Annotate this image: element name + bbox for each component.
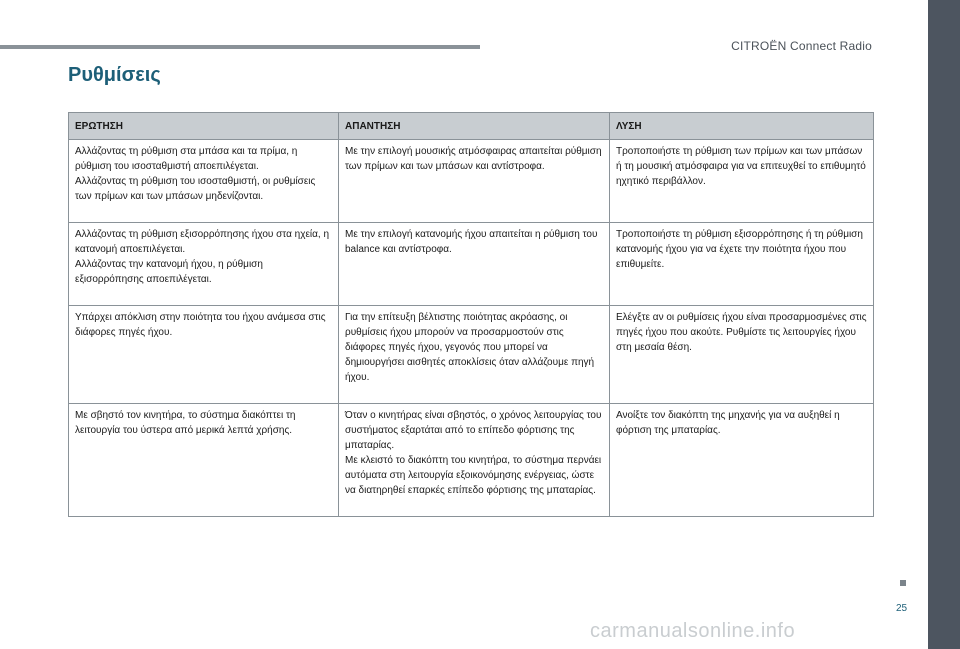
faq-table — [68, 112, 874, 517]
question-cell — [69, 140, 339, 223]
cell-text: Αλλάζοντας τη ρύθμιση του ισοσταθμιστή, οι ρυθμίσεις των πρίμων και των μπάσων μηδενίζονται. — [75, 176, 316, 202]
cell-text: Τροποποιήστε τη ρύθμιση εξισορρόπησης ή τη ρύθμιση κατανομής ήχου για να έχετε την ποιότητα ήχου που επιθυμείτε. — [616, 229, 863, 270]
question-cell — [69, 306, 339, 404]
table-row — [69, 223, 874, 306]
question-cell — [69, 404, 339, 517]
watermark: carmanualsonline.info — [590, 620, 796, 642]
header-question: ΕΡΩΤΗΣΗ — [69, 113, 339, 140]
table-header-row — [69, 113, 874, 140]
page-number: 25 — [896, 603, 908, 614]
solution-cell — [610, 306, 874, 404]
cell-text: Υπάρχει απόκλιση στην ποιότητα του ήχου ανάμεσα στις διάφορες πηγές ήχου. — [75, 312, 326, 338]
header-solution: ΛΥΣΗ — [610, 113, 874, 140]
question-cell — [69, 223, 339, 306]
solution-cell — [610, 404, 874, 517]
side-bar — [928, 0, 960, 649]
cell-text: Αλλάζοντας την κατανομή ήχου, η ρύθμιση εξισορρόπησης αποεπιλέγεται. — [75, 259, 263, 285]
page-bullet — [900, 580, 906, 586]
solution-cell — [610, 223, 874, 306]
cell-text: Όταν ο κινητήρας είναι σβηστός, ο χρόνος λειτουργίας του συστήματος εξαρτάται από το επίπεδο φόρτισης της μπαταρίας. — [345, 410, 602, 451]
cell-text: Με την επιλογή κατανομής ήχου απαιτείται η ρύθμιση του balance και αντίστροφα. — [345, 229, 598, 255]
table-row — [69, 404, 874, 517]
cell-text: Με κλειστό το διακόπτη του κινητήρα, το σύστημα περνάει αυτόματα στη λειτουργία εξοικονόμησης ενέργειας, ώστε να διατηρηθεί επαρκές επίπεδο φόρτισης της μπαταρίας. — [345, 455, 602, 496]
cell-text: Ανοίξτε τον διακόπτη της μηχανής για να αυξηθεί η φόρτιση της μπαταρίας. — [616, 410, 840, 436]
header-rule — [0, 45, 480, 49]
answer-cell — [339, 223, 610, 306]
table-row — [69, 140, 874, 223]
cell-text: Ελέγξτε αν οι ρυθμίσεις ήχου είναι προσαρμοσμένες στις πηγές ήχου που ακούτε. Ρυθμίστε τις λειτουργίες ήχου στη μεσαία θέση. — [616, 312, 867, 353]
cell-text: Με την επιλογή μουσικής ατμόσφαιρας απαιτείται ρύθμιση των πρίμων και των μπάσων και αντίστροφα. — [345, 146, 602, 172]
solution-cell — [610, 140, 874, 223]
cell-text: Για την επίτευξη βέλτιστης ποιότητας ακρόασης, οι ρυθμίσεις ήχου μπορούν να προσαρμοστούν στις διάφορες πηγές ήχου, γεγονός που μπορεί να δημιουργήσει αισθητές αποκλίσεις όταν αλλάζουμε πηγή ήχου. — [345, 312, 595, 383]
answer-cell — [339, 404, 610, 517]
answer-cell — [339, 140, 610, 223]
answer-cell — [339, 306, 610, 404]
table-row — [69, 306, 874, 404]
cell-text: Αλλάζοντας τη ρύθμιση εξισορρόπησης ήχου στα ηχεία, η κατανομή αποεπιλέγεται. — [75, 229, 330, 255]
page-title: Ρυθμίσεις — [68, 64, 161, 86]
brand-header: CITROËN Connect Radio — [731, 39, 872, 53]
cell-text: Με σβηστό τον κινητήρα, το σύστημα διακόπτει τη λειτουργία του ύστερα από μερικά λεπτά χρήσης. — [75, 410, 296, 436]
cell-text: Αλλάζοντας τη ρύθμιση στα μπάσα και τα πρίμα, η ρύθμιση του ισοσταθμιστή αποεπιλέγεται. — [75, 146, 298, 172]
header-answer: ΑΠΑΝΤΗΣΗ — [339, 113, 610, 140]
cell-text: Τροποποιήστε τη ρύθμιση των πρίμων και των μπάσων ή τη μουσική ατμόσφαιρα για να επιτευχθεί το επιθυμητό ηχητικό περιβάλλον. — [616, 146, 866, 187]
